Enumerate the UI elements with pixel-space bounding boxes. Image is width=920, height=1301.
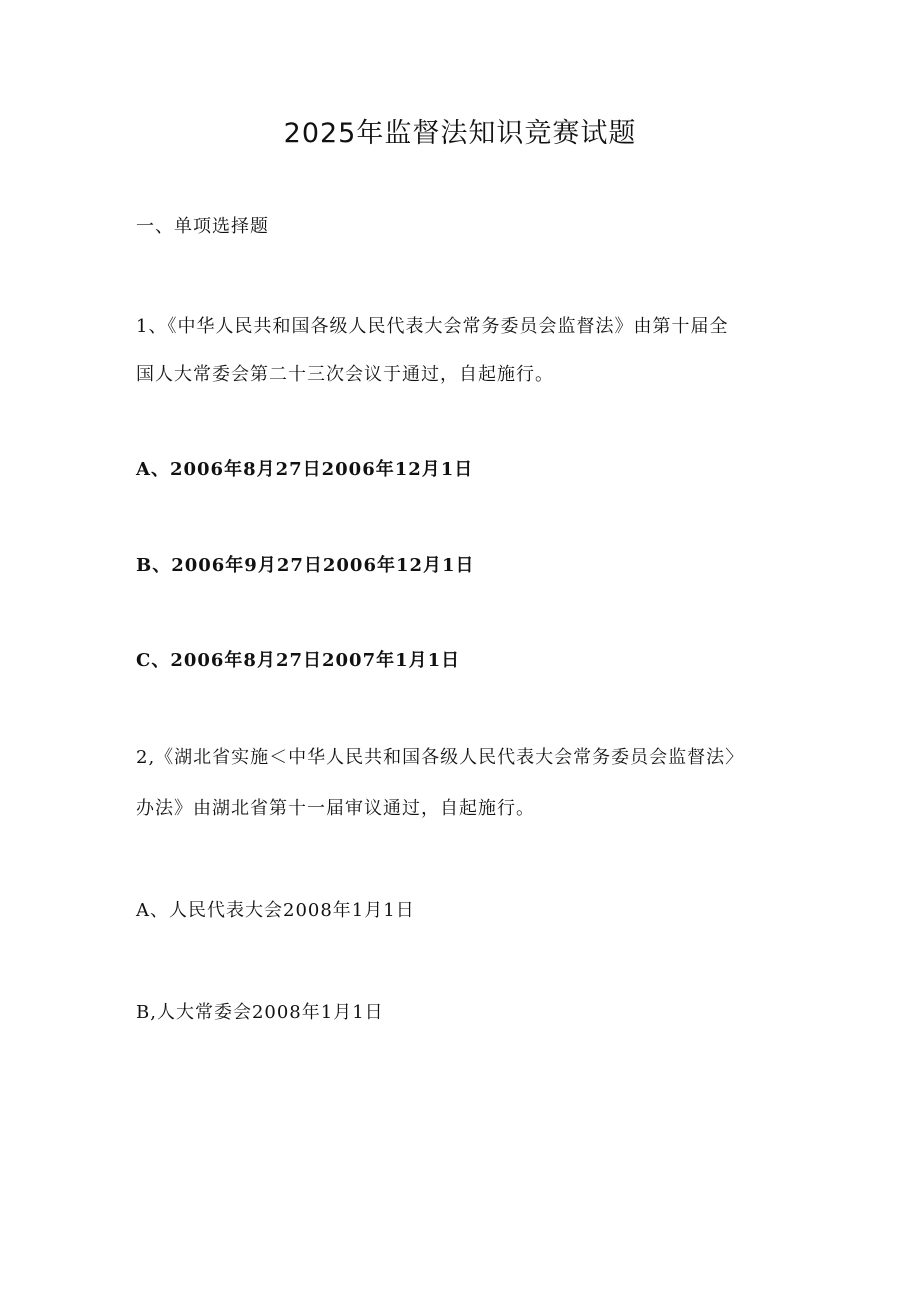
question-1-option-b: B、2006年9月27日2006年12月1日 [136,555,475,576]
question-2-text-line-2: 办法》由湖北省第十一届审议通过，自起施行。 [136,798,535,819]
question-1-text-line-1: 1、《中华人民共和国各级人民代表大会常务委员会监督法》由第十届全 [136,316,729,337]
question-2-option-a: A、人民代表大会2008年1月1日 [136,900,415,921]
question-2-text-line-1: 2,《湖北省实施＜中华人民共和国各级人民代表大会常务委员会监督法〉 [136,747,745,768]
document-title: 2025年监督法知识竞赛试题 [283,118,637,149]
question-1-option-c: C、2006年8月27日2007年1月1日 [136,650,461,671]
question-1-text-line-2: 国人大常委会第二十三次会议于通过，自起施行。 [136,364,554,385]
question-1-option-a: A、2006年8月27日2006年12月1日 [136,459,474,480]
section-heading: 一、单项选择题 [136,216,269,237]
question-2-option-b: B,人大常委会2008年1月1日 [136,1002,384,1023]
